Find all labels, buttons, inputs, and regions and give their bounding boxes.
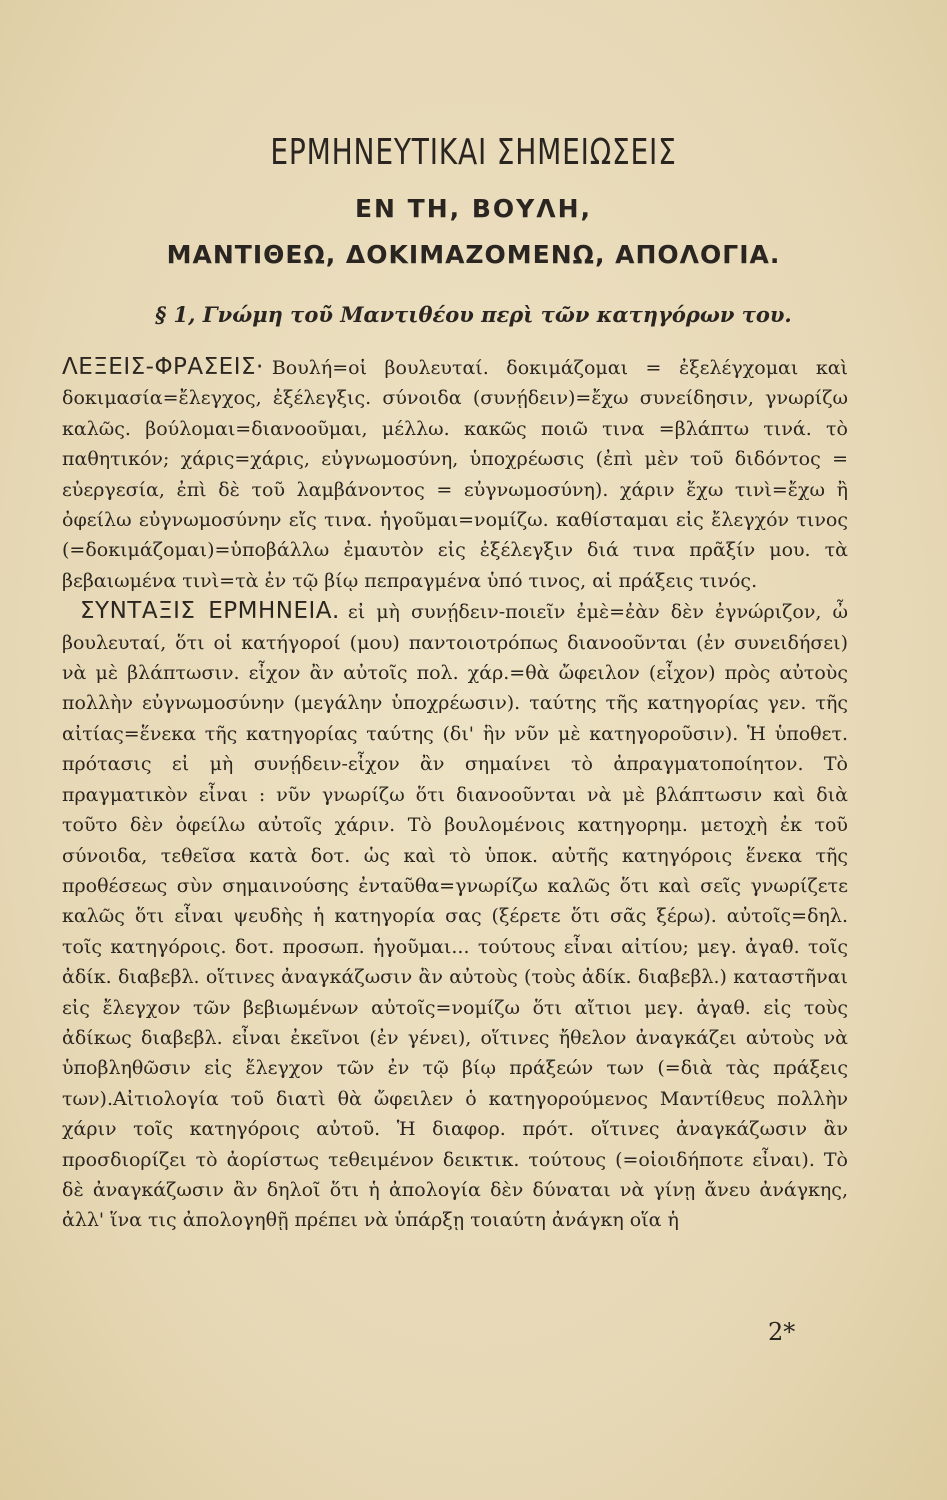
- body-text: [62, 352, 848, 1236]
- subtitle-line-2: ΜΑΝΤΙΘΕΩ, ΔΟΚΙΜΑΖΟΜΕΝΩ, ΑΠΟΛΟΓΙΑ.: [166, 240, 781, 269]
- syntax-text: εἰ μὴ συνῄδειν-ποιεῖν ἐμὲ=ἐὰν δὲν ἐγνώριζον, ὦ βουλευταί, ὅτι οἱ κατήγοροί (μου) παντοιοτρόπως διανοοῦνται (ἐν συνειδήσει) νὰ μὲ βλάπτωσιν. εἶχον ἂν αὐτοῖς πολ. χάρ.=θὰ ὤφειλον (εἶχον) πρὸς αὐτοὺς πολλὴν εὐγνωμοσύνην (μεγάλην ὑποχρέωσιν). ταύτης τῆς κατηγορίας γεν. τῆς αἰτίας=ἕνεκα τῆς κατηγορίας ταύτης (δι' ἣν νῦν μὲ κατηγοροῦσιν). Ἡ ὑποθετ. πρότασις εἰ μὴ συνῄδειν-εἶχον ἂν σημαίνει τὸ ἀπραγματοποίητον. Τὸ πραγματικὸν εἶναι : νῦν γνωρίζω ὅτι διανοοῦνται νὰ μὲ βλάπτωσιν καὶ διὰ τοῦτο δὲν ὀφείλω αὐτοῖς χάριν. Τὸ βουλομένοις κατηγορημ. μετοχὴ ἐκ τοῦ σύνοιδα, τεθεῖσα κατὰ δοτ. ὡς καὶ τὸ ὑποκ. αὐτῆς κατηγόροις ἕνεκα τῆς προθέσεως σὺν σημαινούσης ἐνταῦθα=γνωρίζω καλῶς ὅτι καὶ σεῖς γνωρίζετε καλῶς ὅτι εἶναι ψευδὴς ἡ κατηγορία σας (ξέρετε ὅτι σᾶς ξέρω). αὐτοῖς=δηλ. τοῖς κατηγόροις. δοτ. προσωπ. ἡγοῦμαι... τούτους εἶναι αἰτίου; μεγ. ἀγαθ. τοῖς ἀδίκ. διαβεβλ. οἵτινες ἀναγκάζωσιν ἂν αὐτοὺς (τοὺς ἀδίκ. διαβεβλ.) καταστῆναι εἰς ἔλεγχον τῶν βεβιωμένων αὐτοῖς=νομίζω ὅτι αἴτιοι μεγ. ἀγαθ. εἰς τοὺς ἀδίκως διαβεβλ. εἶναι ἐκεῖνοι (ἐν γένει), οἵτινες ἤθελον ἀναγκάζει αὐτοὺς νὰ ὑποβληθῶσιν εἰς ἔλεγχον τῶν ἐν τῷ βίῳ πράξεών των (=διὰ τὰς πράξεις των).Αἰτιολογία τοῦ διατὶ θὰ ὤφειλεν ὁ κατηγορούμενος Μαντίθευς πολλὴν χάριν τοῖς κατηγόροις αὐτοῦ. Ἡ διαφορ. πρότ. οἵτινες ἀναγκάζωσιν ἂν προσδιορίζει τὸ ἀορίστως τεθειμένον δεικτικ. τούτους (=οἱοιδήποτε εἶναι). Τὸ δὲ ἀναγκάζωσιν ἂν δηλοῖ ὅτι ἡ ἀπολογία δὲν δύναται νὰ γίνῃ ἄνευ ἀνάγκης, ἀλλ' ἵνα τις ἀπολογηθῇ πρέπει νὰ ὑπάρξῃ τοιαύτη ἀνάγκη οἵα ἡ: [62, 601, 849, 1232]
- signature-mark: 2*: [768, 1318, 796, 1346]
- section-heading: § 1, Γνώμη τοῦ Μαντιθέου περὶ τῶν κατηγόρων του.: [155, 302, 792, 327]
- subtitle-line-1: ΕΝ ΤΗ, ΒΟΥΛΗ,: [354, 194, 593, 223]
- vocab-paragraph: [62, 352, 848, 596]
- page-title: ΕΡΜΗΝΕΥΤΙΚΑΙ ΣΗΜΕΙΩΣΕΙΣ: [270, 132, 677, 173]
- vocab-text: Βουλή=οἱ βουλευταί. δοκιμάζομαι = ἐξελέγχομαι καὶ δοκιμασία=ἔλεγχος, ἐξέλεγξις. σύνοιδα (συνῄδειν)=ἔχω συνείδησιν, γνωρίζω καλῶς. βούλομαι=διανοοῦμαι, μέλλω. κακῶς ποιῶ τινα =βλάπτω τινά. τὸ παθητικόν; χάρις=χάρις, εὐγνωμοσύνη, ὑποχρέωσις (ἐπὶ μὲν τοῦ διδόντος = εὐεργεσία, ἐπὶ δὲ τοῦ λαμβάνοντος = εὐγνωμοσύνη). χάριν ἔχω τινὶ=ἔχω ἢ ὀφείλω εὐγνωμοσύνην εἴς τινα. ἡγοῦμαι=νομίζω. καθίσταμαι εἰς ἔλεγχόν τινος (=δοκιμάζομαι)=ὑποβάλλω ἐμαυτὸν εἰς ἐξέλεγξιν διά τινα πρᾶξίν μου. τὰ βεβαιωμένα τινὶ=τὰ ἐν τῷ βίῳ πεπραγμένα ὑπό τινος, αἱ πράξεις τινός.: [62, 357, 848, 592]
- syntax-paragraph: [62, 596, 848, 1236]
- vocab-label: ΛΕΞΕΙΣ-ΦΡΑΣΕΙΣ·: [62, 354, 264, 380]
- syntax-label: ΣΥΝΤΑΞΙΣ ΕΡΜΗΝΕΙΑ.: [80, 598, 340, 625]
